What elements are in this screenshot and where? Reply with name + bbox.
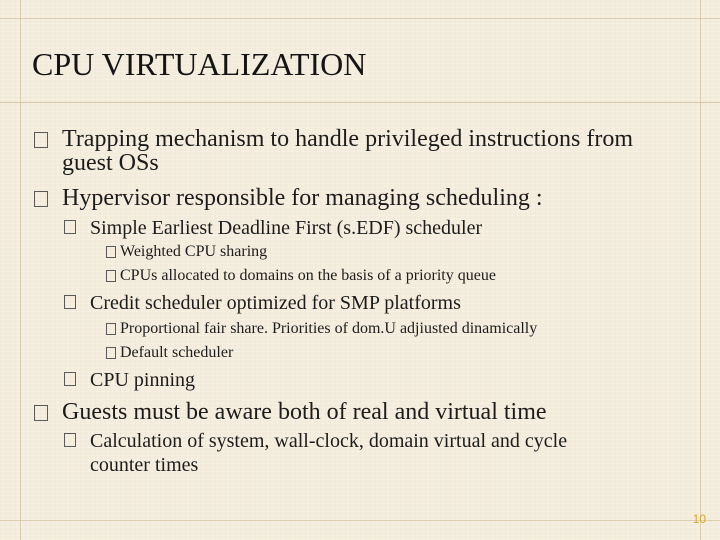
bullet-text-line: Calculation of system, wall-clock, domain virtual and cycle [90,430,568,452]
bullet-default-scheduler [106,341,233,365]
bullet-hypervisor-scheduling [34,186,543,210]
bullet-text-line: counter times [90,454,199,476]
bullet-text-line: Default scheduler [120,344,234,361]
bullet-text-line: CPUs allocated to domains on the basis of a priority queue [120,267,496,284]
bullet-text-line: Weighted CPU sharing [120,243,268,260]
bullet-text-line: Trapping mechanism to handle privileged instructions from [62,126,634,152]
bullet-guests-time-awareness [34,400,547,424]
bullet-text-line: Simple Earliest Deadline First (s.EDF) scheduler [90,217,483,239]
bullet-sedf-scheduler [64,216,482,240]
bullet-text-line: Proportional fair share. Priorities of dom.U adjiusted dinamically [120,320,538,337]
square-bullet-icon [34,132,48,148]
background-guide-line [20,0,21,540]
square-bullet-icon [106,323,116,335]
square-bullet-icon [34,405,48,421]
bullet-text-line: Credit scheduler optimized for SMP platforms [90,292,461,314]
square-bullet-icon [64,220,76,234]
square-bullet-icon [106,347,116,359]
square-bullet-icon [64,295,76,309]
bullet-weighted-cpu-sharing [106,240,267,264]
bullet-text-line: Hypervisor responsible for managing scheduling : [62,185,543,211]
bullet-text-line: guest OSs [62,150,159,176]
square-bullet-icon [106,270,116,282]
bullet-time-calculation [64,429,567,477]
bullet-credit-scheduler [64,291,461,315]
background-guide-line [700,0,701,540]
page-number: 10 [692,512,706,526]
square-bullet-icon [34,191,48,207]
square-bullet-icon [64,372,76,386]
background-guide-line [0,18,720,19]
square-bullet-icon [106,246,116,258]
background-guide-line [0,520,720,521]
bullet-text-line: CPU pinning [90,369,196,391]
bullet-trapping-mechanism [34,127,633,175]
title-divider [0,102,720,103]
bullet-proportional-fair-share [106,317,537,341]
bullet-cpus-priority-queue [106,264,496,288]
bullet-cpu-pinning [64,368,195,392]
slide-title: CPU VIRTUALIZATION [32,46,367,82]
bullet-text-line: Guests must be aware both of real and virtual time [62,399,547,425]
square-bullet-icon [64,433,76,447]
